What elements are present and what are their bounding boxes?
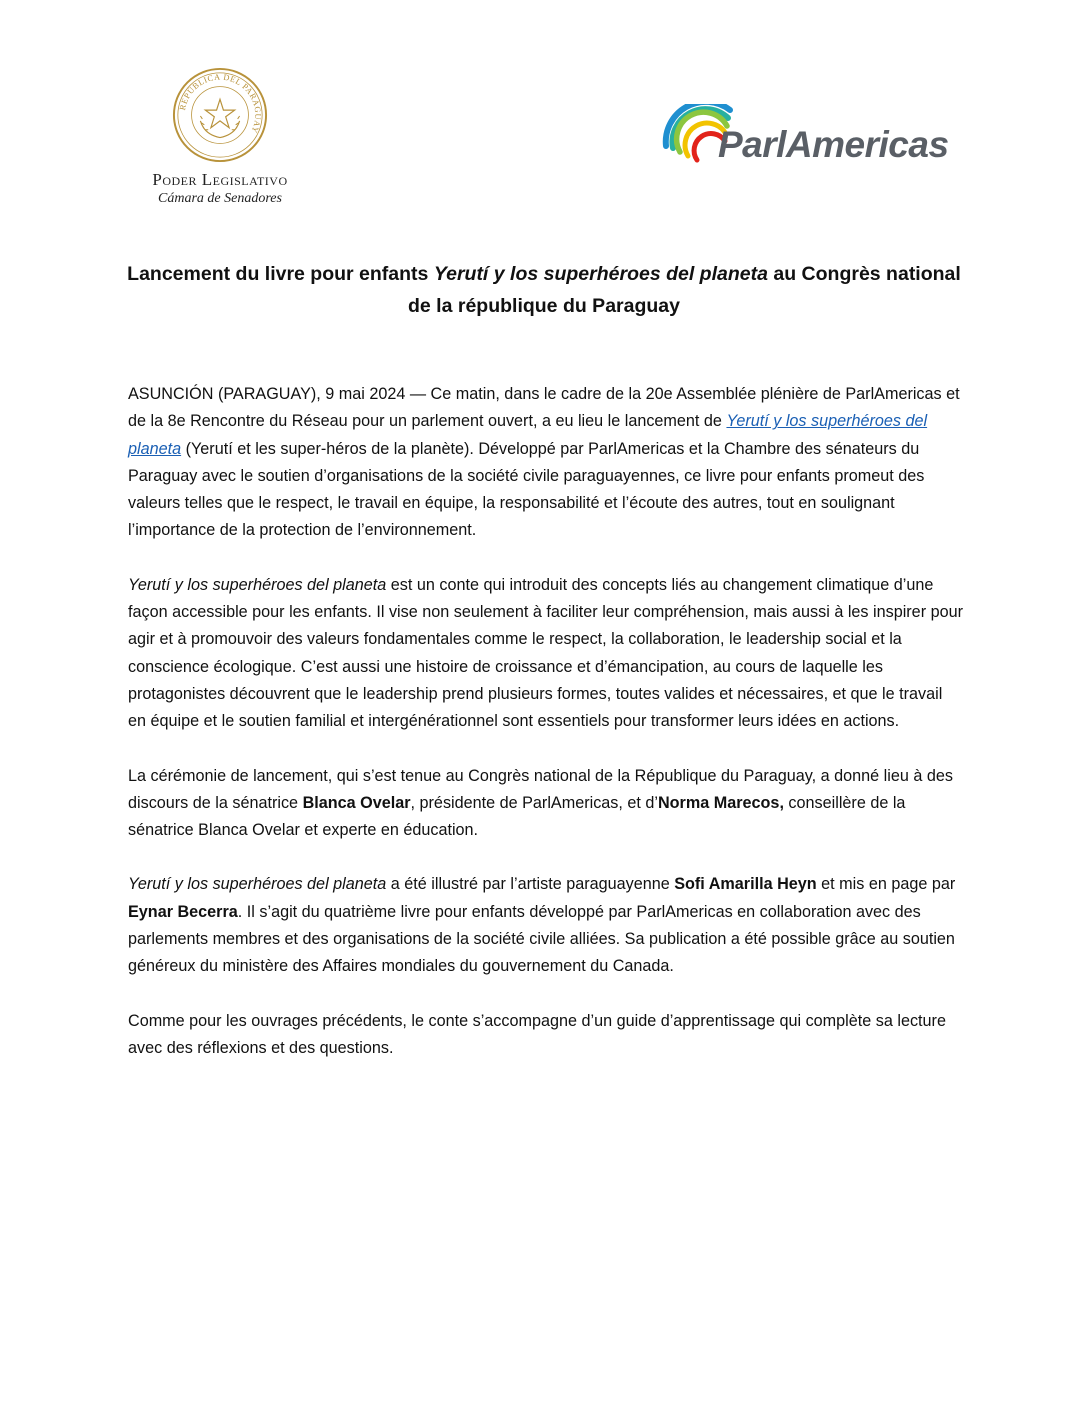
p2-book-title: Yerutí y los superhéroes del planeta — [128, 575, 387, 594]
p2-rest: est un conte qui introduit des concepts liés au changement climatique d’une façon accessible pour les enfants. Il vise non seulement à faciliter leur compréhension, mais aussi à les inspirer pour agir et à promouvoir des valeurs fondamentales comme le respect, la collaboration, le leadership social et la conscience écologique. C’est aussi une histoire de croissance et d’émancipation, au cours de laquelle les protagonistes découvrent que le leadership prend plusieurs formes, toutes valides et nécessaires, et que le travail en équipe et le soutien familial et intergénérationnel sont essentiels pour transformer leurs idées en actions. — [128, 575, 963, 731]
p3-d: conseillère de la sénatrice Blanca Ovelar et experte en éducation. — [128, 793, 906, 840]
p4-book-title: Yerutí y los superhéroes del planeta — [128, 875, 387, 894]
p5-text: Comme pour les ouvrages précédents, le conte s’accompagne d’un guide d’apprentissage qui complète sa lecture avec des réflexions et des questions. — [128, 1011, 946, 1057]
p4-c: et mis en page par — [816, 875, 956, 894]
layout-designer-name: Eynar Becerra — [128, 902, 238, 921]
parlamericas-wordmark: ParlAmericas — [718, 124, 949, 165]
paragraph-3 — [128, 763, 964, 845]
paraguay-seal-icon — [171, 66, 269, 164]
title-part-1: Lancement du livre pour enfants — [127, 263, 434, 285]
senate-seal-block — [120, 66, 320, 207]
title-book-name: Yerutí y los superhéroes del planeta — [433, 263, 768, 285]
paragraph-4 — [128, 871, 964, 980]
title-part-2: au Congrès national de la république du Paraguay — [408, 263, 961, 317]
illustrator-name: Sofi Amarilla Heyn — [674, 875, 817, 894]
p4-d: . Il s’agit du quatrième livre pour enfants développé par ParlAmericas en collaboration avec des parlements membres et des organisations de la société civile alliées. Sa publication a été possible grâce au soutien généreux du ministère des Affaires mondiales du gouvernement du Canada. — [128, 902, 955, 976]
svg-text:REPÚBLICA DEL PARAGUAY: REPÚBLICA DEL PARAGUAY — [178, 72, 263, 135]
chamber-name: Cámara de Senadores — [158, 191, 282, 206]
p1-lead: ASUNCIÓN (PARAGUAY), 9 mai 2024 — Ce matin, dans le cadre de la 20e Assemblée plénière de ParlAmericas et de la 8e Rencontre du Réseau pour un parlement ouvert, a eu lieu le lancement de — [128, 385, 960, 431]
book-link[interactable]: Yerutí y los superhéroes del planeta — [128, 412, 928, 458]
p1-rest: (Yerutí et les super-héros de la planète). Développé par ParlAmericas et la Chambre des sénateurs du Paraguay avec le soutien d’organisations de la société civile paraguayennes, ce livre pour enfants promeut des valeurs telles que le respect, le travail en équipe, la responsabilité et l’écoute des autres, tout en soulignant l’importance de la protection de l’environnement. — [128, 439, 925, 540]
p4-a: a été illustré par l’artiste paraguayenne — [386, 875, 675, 894]
page-title — [120, 258, 968, 322]
paragraph-5 — [128, 1008, 964, 1063]
institution-name: Poder Legislativo — [152, 170, 288, 189]
p3-a: La cérémonie de lancement, qui s’est tenue au Congrès national de la République du Paraguay, a donné lieu à des discours de la sénatrice — [128, 766, 953, 812]
paragraph-2 — [128, 572, 964, 736]
parlamericas-logo — [660, 104, 960, 194]
article-body — [128, 381, 964, 1089]
paragraph-1 — [128, 381, 964, 545]
speaker-blanca-ovelar: Blanca Ovelar — [302, 793, 411, 812]
speaker-norma-marecos: Norma Marecos, — [657, 793, 784, 812]
p3-c: , présidente de ParlAmericas, et d’ — [410, 793, 658, 812]
